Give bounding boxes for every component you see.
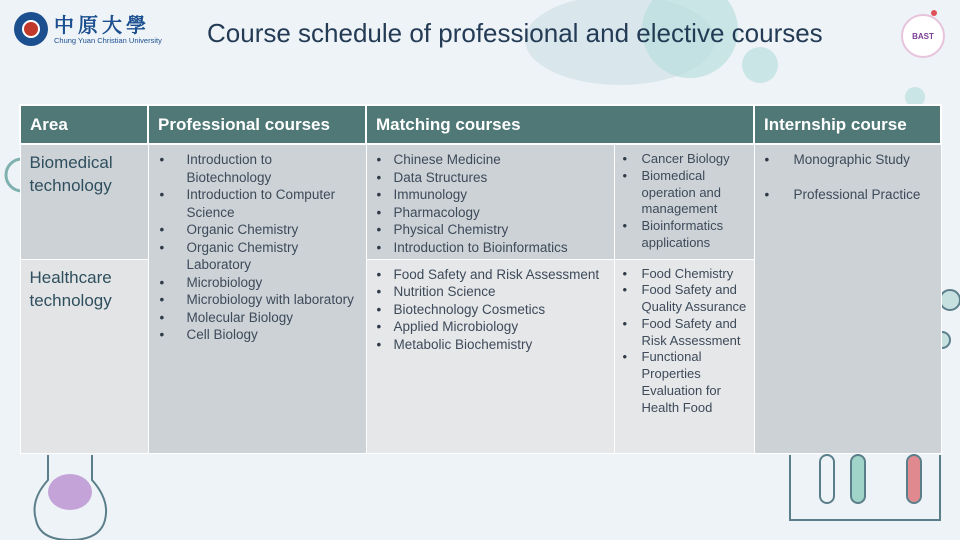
table-header-row	[20, 105, 941, 144]
matching-course-item: • Physical Chemistry	[367, 221, 608, 239]
matching-a-healthcare	[366, 259, 614, 454]
header-matching: Matching courses	[366, 105, 754, 144]
badge-text: BAST	[912, 31, 934, 41]
matching-course-item: • Immunology	[367, 186, 608, 204]
university-logo	[14, 12, 162, 46]
professional-course-item: • Introduction to Biotechnology	[149, 151, 360, 186]
matching-a-biomedical	[366, 144, 614, 259]
matching-course-item: • Nutrition Science	[367, 283, 608, 301]
matching-list	[615, 145, 754, 252]
table-row	[20, 144, 941, 259]
internship-list	[755, 145, 941, 203]
university-seal-icon	[14, 12, 48, 46]
professional-course-item: • Molecular Biology	[149, 309, 360, 327]
matching-course-item: • Pharmacology	[367, 204, 608, 222]
professional-course-item: • Introduction to Computer Science	[149, 186, 360, 221]
header-professional: Professional courses	[148, 105, 366, 144]
header-area: Area	[20, 105, 148, 144]
logo-chinese-name: 中原大學	[54, 12, 150, 37]
professional-course-item: • Organic Chemistry Laboratory	[149, 239, 360, 274]
matching-list	[367, 145, 614, 256]
header-internship: Internship course	[754, 105, 941, 144]
professional-courses-cell	[148, 144, 366, 454]
matching-course-item: • Functional Properties Evaluation for Health Food	[615, 349, 748, 416]
area-healthcare: Healthcare technology	[20, 259, 148, 454]
matching-course-item: • Applied Microbiology	[367, 318, 608, 336]
matching-course-item: • Cancer Biology	[615, 151, 748, 168]
matching-course-item: • Food Safety and Risk Assessment	[367, 266, 608, 284]
matching-course-item: • Food Safety and Quality Assurance	[615, 282, 748, 316]
matching-course-item: • Biotechnology Cosmetics	[367, 301, 608, 319]
matching-course-item: • Bioinformatics applications	[615, 218, 748, 252]
internship-cell	[754, 144, 941, 454]
professional-course-item: • Cell Biology	[149, 326, 360, 344]
matching-b-biomedical	[614, 144, 754, 259]
area-biomedical: Biomedical technology	[20, 144, 148, 259]
internship-course-item: • Monographic Study	[755, 151, 935, 169]
bast-logo-icon	[901, 14, 945, 58]
matching-list	[615, 260, 754, 417]
matching-course-item: • Chinese Medicine	[367, 151, 608, 169]
professional-list	[149, 145, 366, 344]
professional-course-item: • Microbiology	[149, 274, 360, 292]
course-table	[19, 104, 942, 454]
logo-english-name: Chung Yuan Christian University	[54, 35, 162, 45]
matching-list	[367, 260, 614, 354]
matching-course-item: • Biomedical operation and management	[615, 168, 748, 218]
professional-course-item: • Microbiology with laboratory	[149, 291, 360, 309]
matching-course-item: • Food Chemistry	[615, 266, 748, 283]
matching-course-item: • Introduction to Bioinformatics	[367, 239, 608, 257]
professional-course-item: • Organic Chemistry	[149, 221, 360, 239]
matching-course-item: • Data Structures	[367, 169, 608, 187]
matching-course-item: • Metabolic Biochemistry	[367, 336, 608, 354]
red-dot-icon	[931, 10, 937, 16]
matching-course-item: • Food Safety and Risk Assessment	[615, 316, 748, 350]
matching-b-healthcare	[614, 259, 754, 454]
slide-title: Course schedule of professional and elective courses	[207, 18, 823, 48]
slide-header	[0, 0, 960, 70]
internship-course-item: • Professional Practice	[755, 186, 935, 204]
